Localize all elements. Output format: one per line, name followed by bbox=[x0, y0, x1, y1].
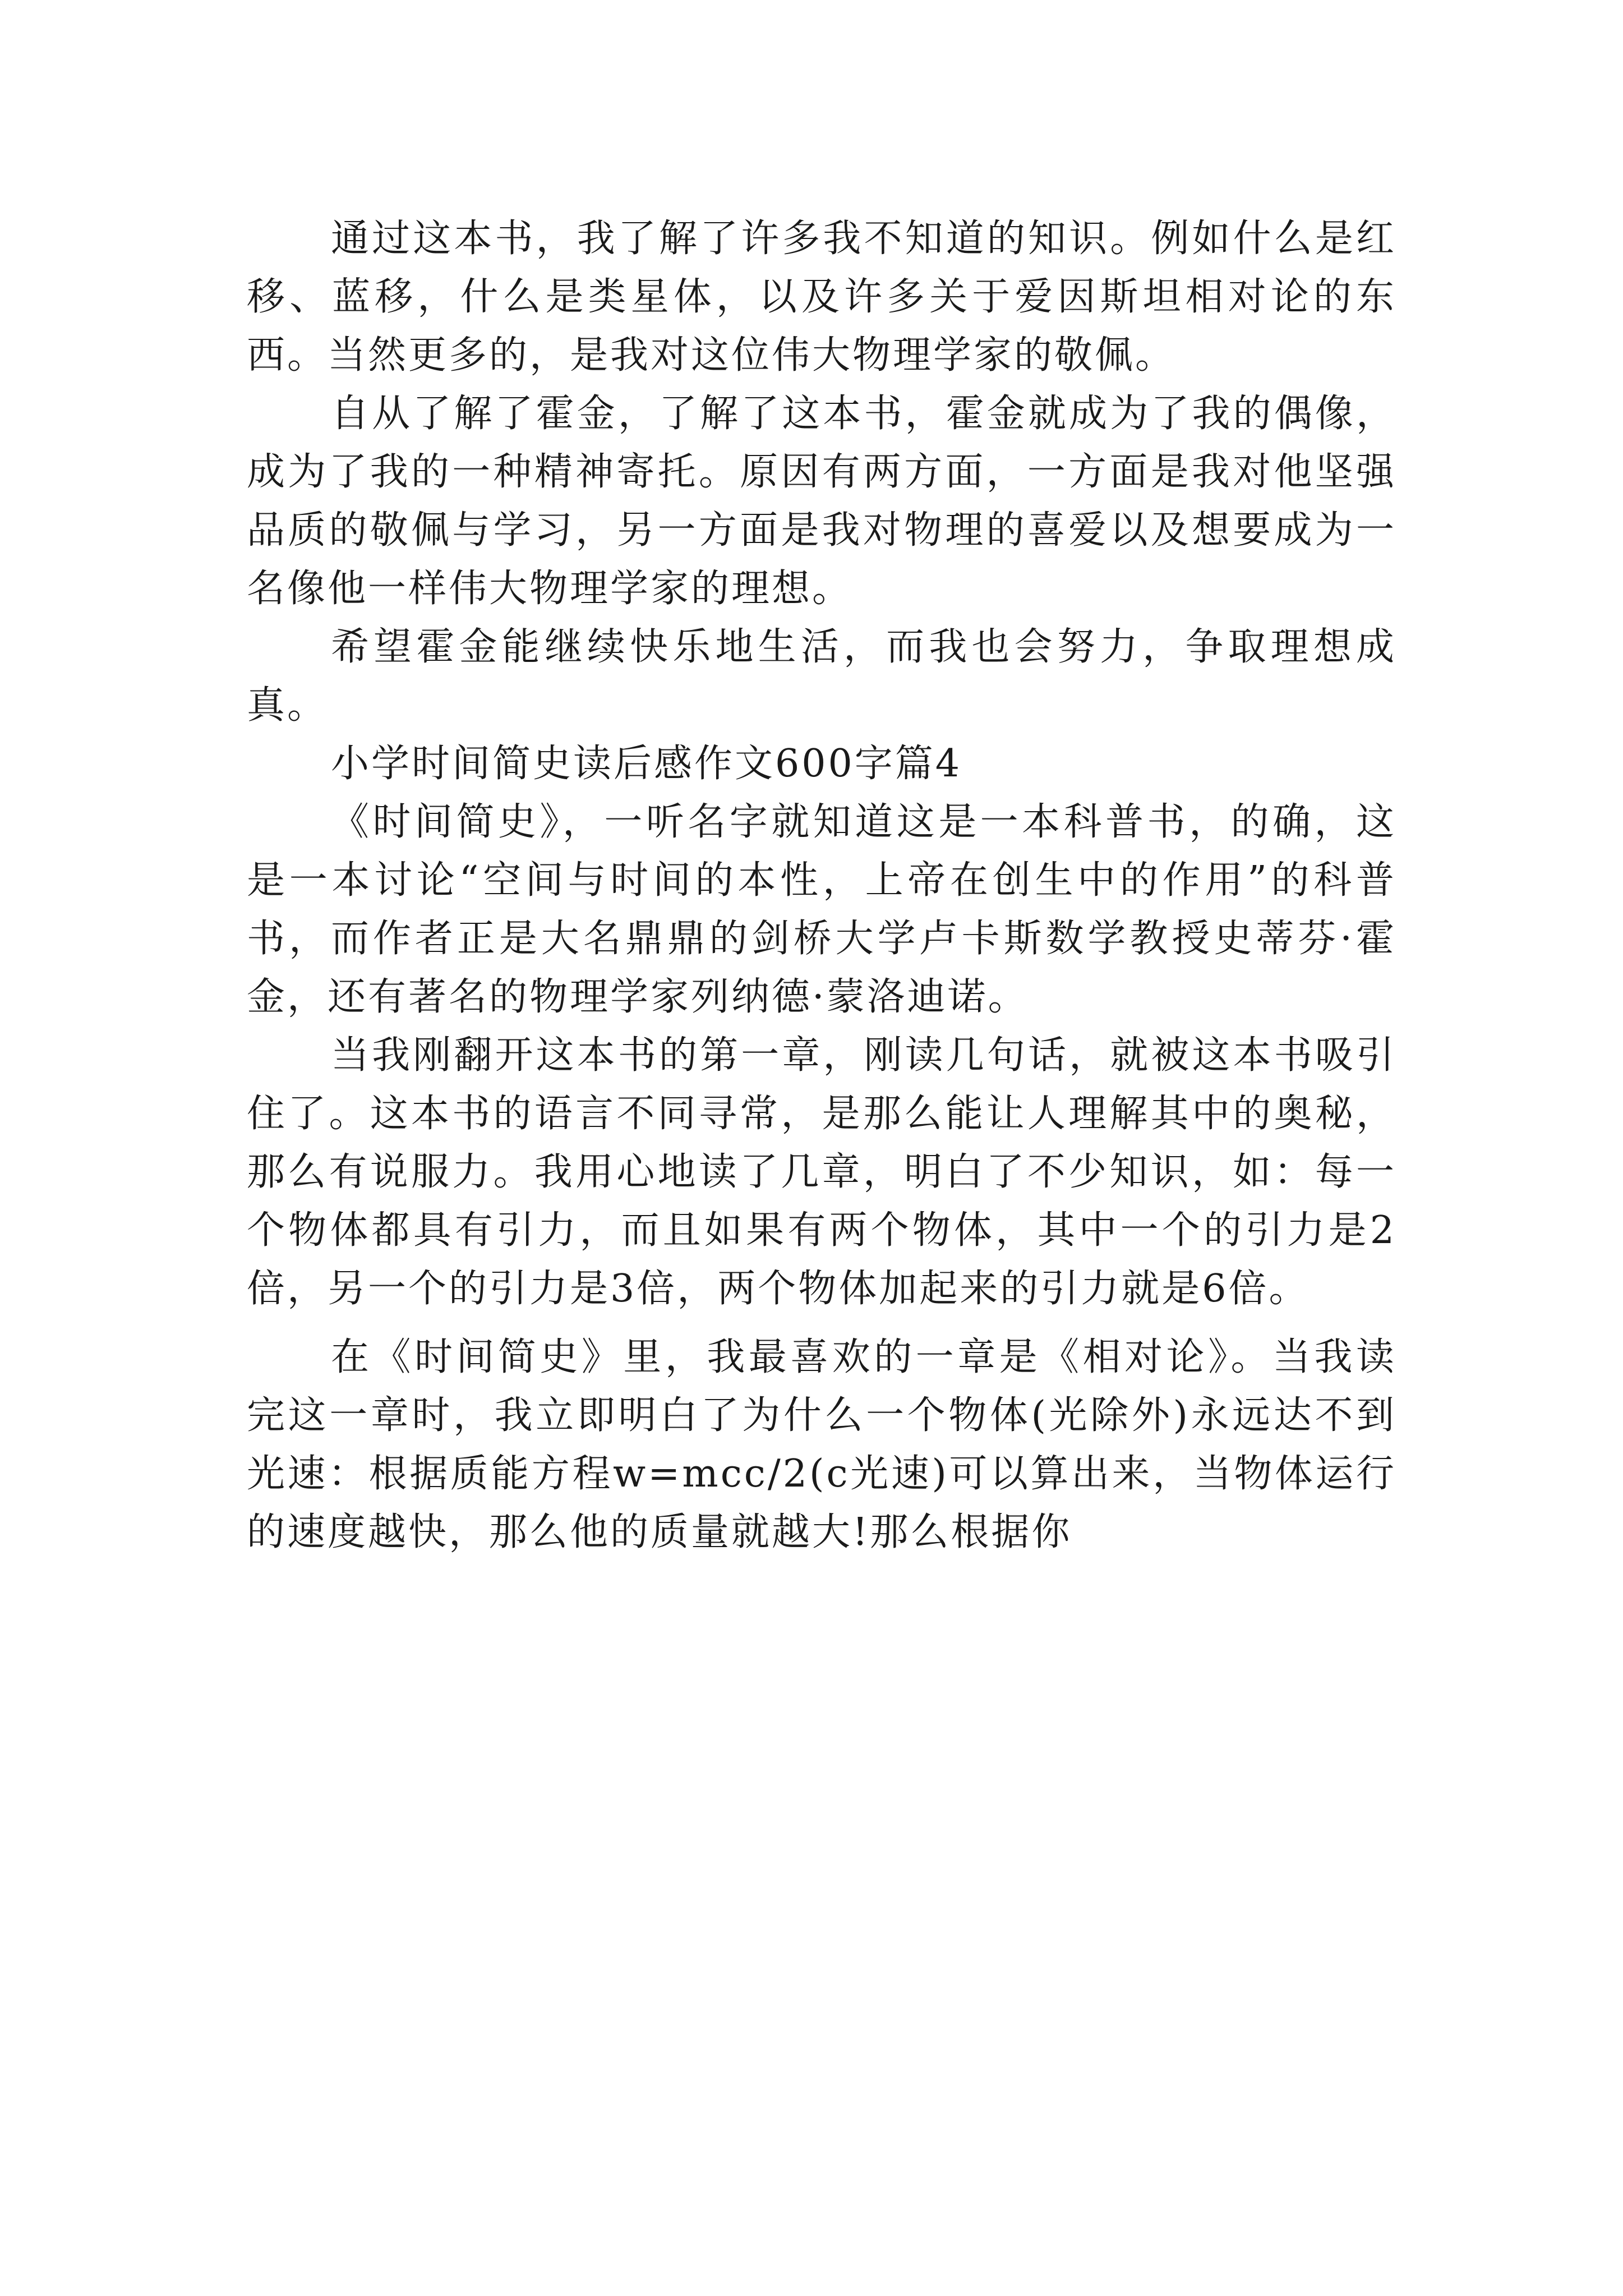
paragraph-4: 《时间简史》，一听名字就知道这是一本科普书，的确，这是一本讨论“空间与时间的本性，上帝在创生中的作用”的科普书，而作者正是大名鼎鼎的剑桥大学卢卡斯数学教授史蒂芬·霍金，还有著名的物理学家列纳德·蒙洛迪诺。 bbox=[247, 800, 1396, 1019]
paragraph-1: 通过这本书，我了解了许多我不知道的知识。例如什么是红移、蓝移，什么是类星体，以及许多关于爱因斯坦相对论的东西。当然更多的，是我对这位伟大物理学家的敬佩。 bbox=[247, 217, 1396, 378]
section-heading: 小学时间简史读后感作文600字篇4 bbox=[331, 742, 962, 786]
paragraph-5: 当我刚翻开这本书的第一章，刚读几句话，就被这本书吸引住了。这本书的语言不同寻常，是那么能让人理解其中的奥秘，那么有说服力。我用心地读了几章，明白了不少知识，如：每一个物体都具有引力，而且如果有两个物体，其中一个的引力是2倍，另一个的引力是3倍，两个物体加起来的引力就是6倍。 bbox=[247, 1033, 1396, 1311]
paragraph-2: 自从了解了霍金，了解了这本书，霍金就成为了我的偶像，成为了我的一种精神寄托。原因有两方面，一方面是我对他坚强品质的敬佩与学习，另一方面是我对物理的喜爱以及想要成为一名像他一样伟大物理学家的理想。 bbox=[247, 392, 1396, 611]
paragraph-3: 希望霍金能继续快乐地生活，而我也会努力，争取理想成真。 bbox=[247, 625, 1396, 728]
paragraph-6: 在《时间简史》里，我最喜欢的一章是《相对论》。当我读完这一章时，我立即明白了为什么一个物体(光除外)永远达不到光速：根据质能方程w=mcc/2(c光速)可以算出来，当物体运行的速度越快，那么他的质量就越大!那么根据你 bbox=[247, 1335, 1396, 1554]
document-body bbox=[247, 210, 1396, 1562]
